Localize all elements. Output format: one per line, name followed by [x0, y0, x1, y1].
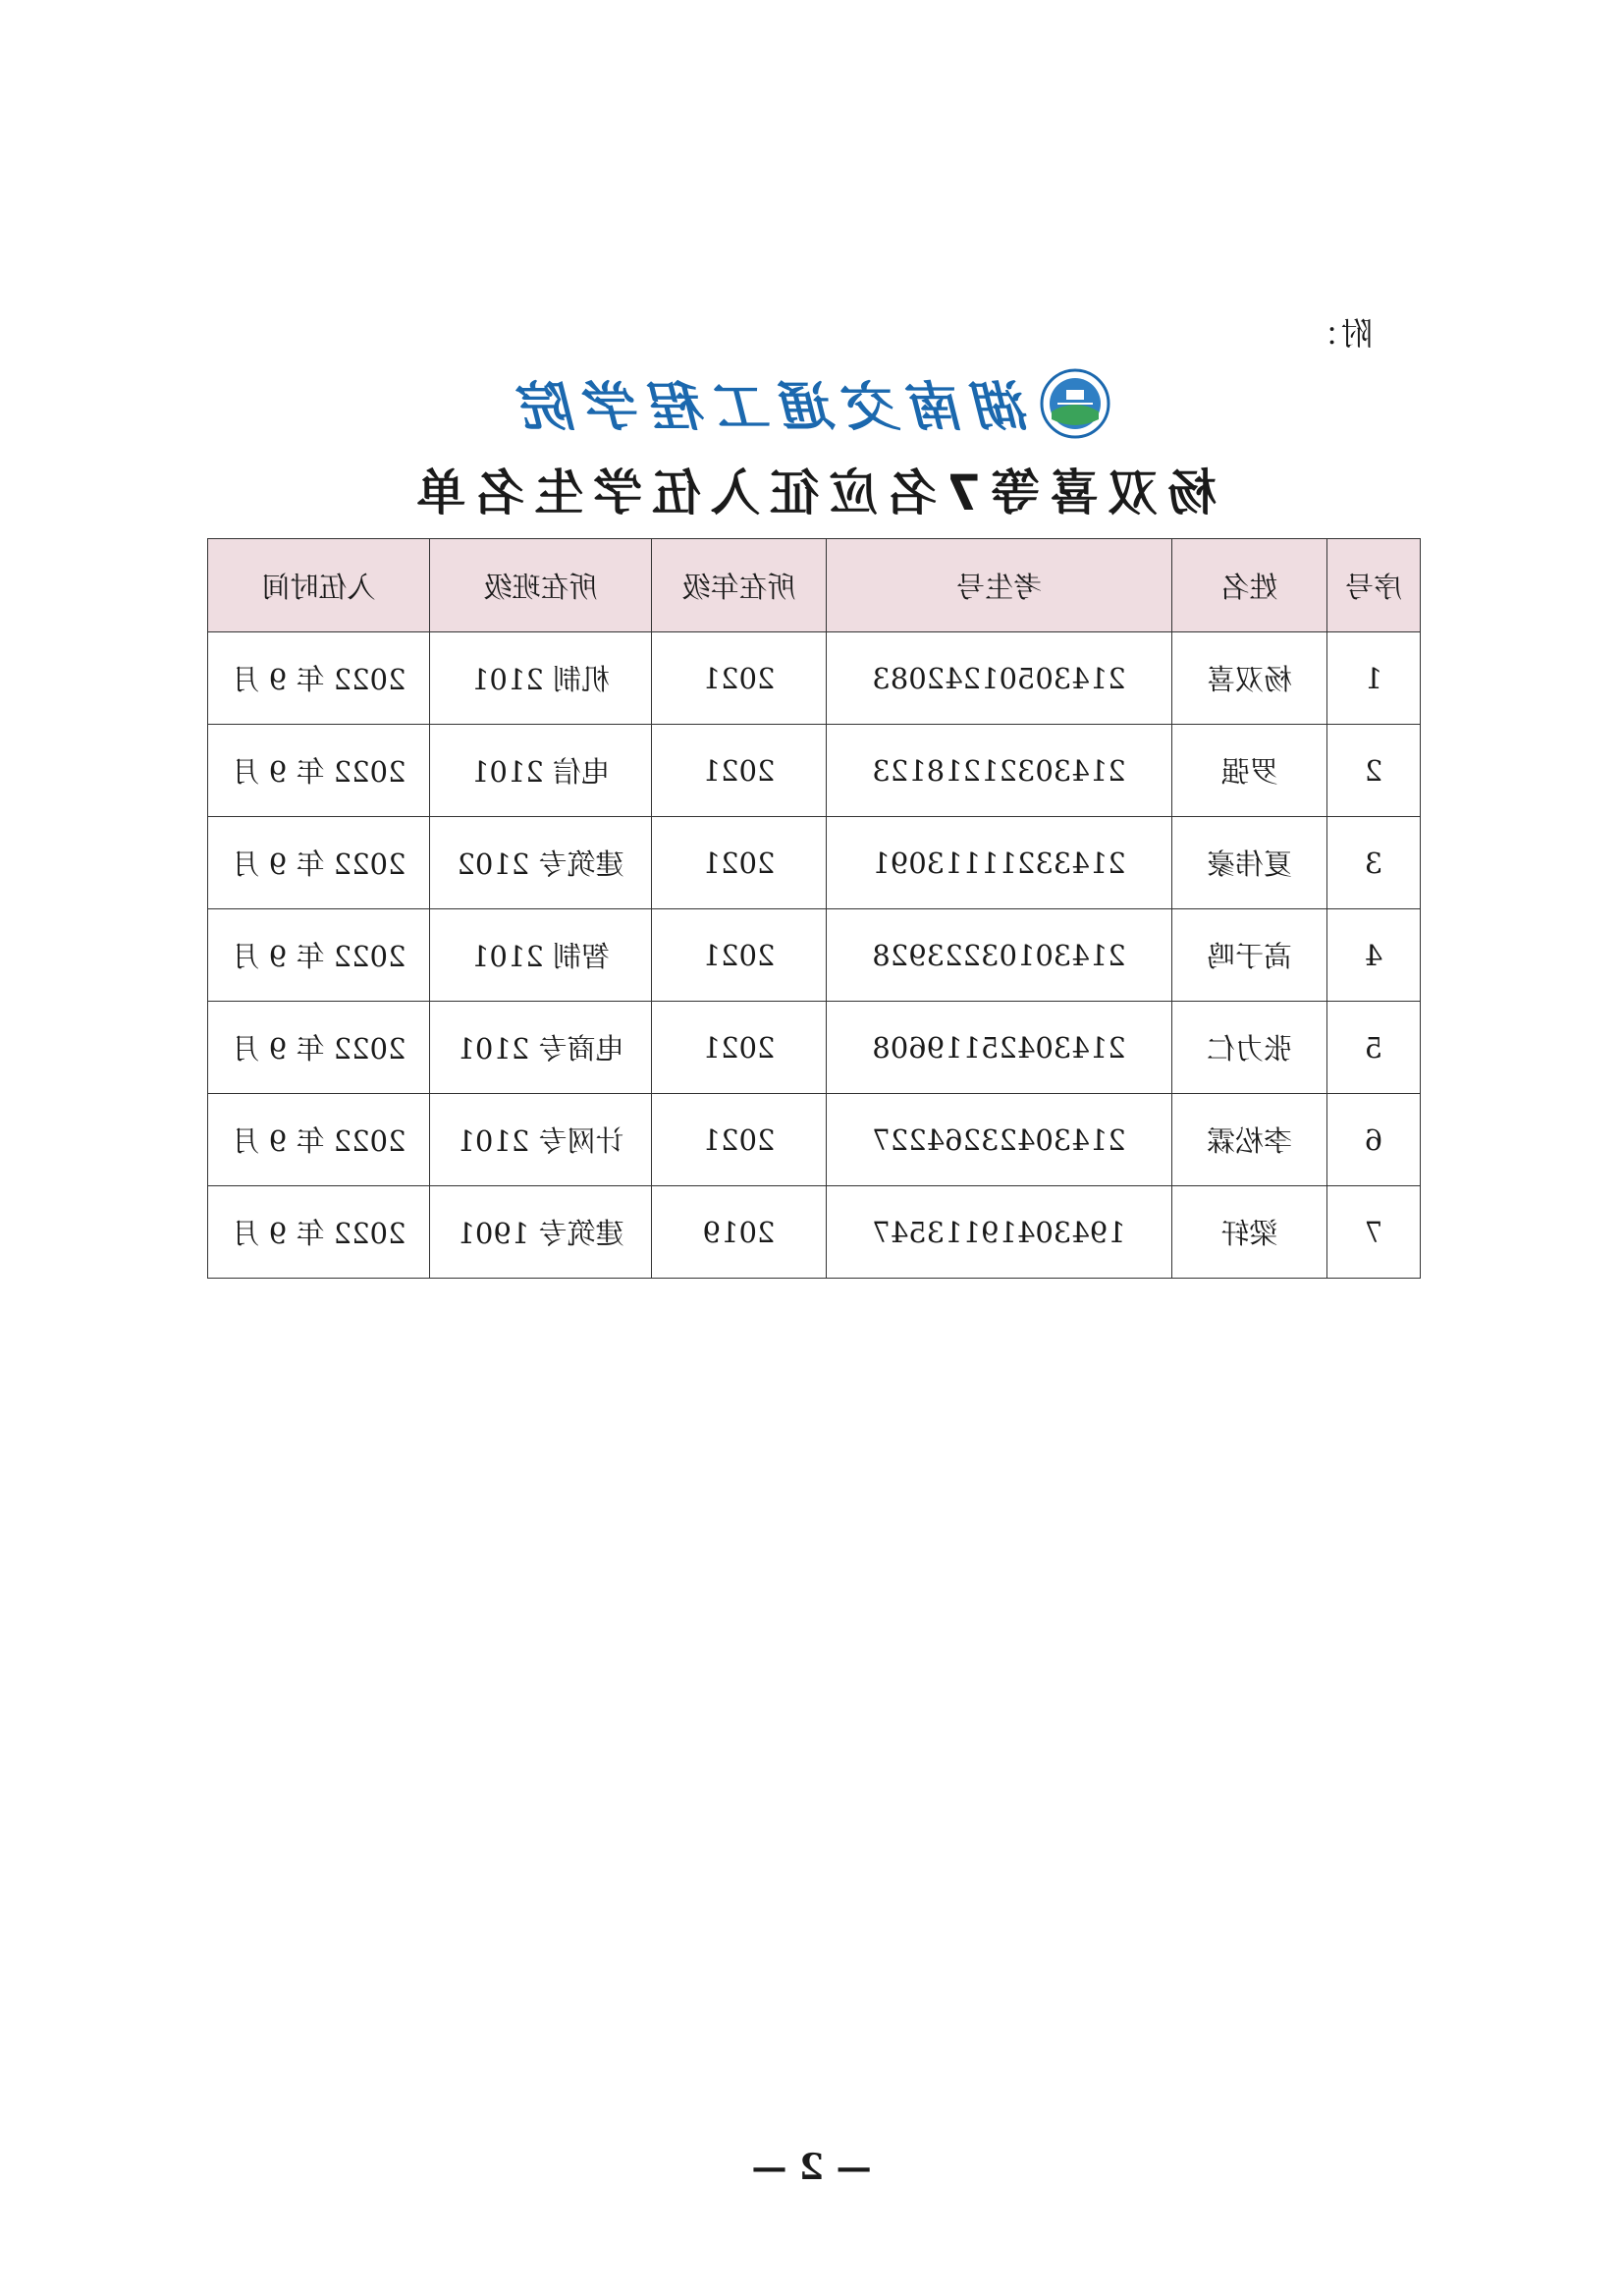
- cell-name: 罗强: [1172, 725, 1327, 817]
- school-logo: [0, 365, 1623, 441]
- cell-class: 计网专 2101: [430, 1094, 652, 1186]
- cell-index: 4: [1327, 909, 1421, 1002]
- table-row: [208, 632, 1421, 725]
- header-name: 姓名: [1172, 539, 1327, 632]
- table-row: [208, 1002, 1421, 1094]
- header-exam-no: 考生号: [827, 539, 1172, 632]
- header-index: 序号: [1327, 539, 1421, 632]
- cell-index: 6: [1327, 1094, 1421, 1186]
- table-row: [208, 1094, 1421, 1186]
- cell-name: 杨双喜: [1172, 632, 1327, 725]
- enlistment-table: [207, 538, 1421, 1279]
- cell-name: 夏伟豪: [1172, 817, 1327, 909]
- cell-index: 2: [1327, 725, 1421, 817]
- cell-class: 电商专 2101: [430, 1002, 652, 1094]
- table-row: [208, 817, 1421, 909]
- cell-grade: 2021: [652, 1094, 827, 1186]
- cell-class: 机制 2101: [430, 632, 652, 725]
- page-number: — 2 —: [751, 2147, 872, 2188]
- table-row: [208, 1186, 1421, 1279]
- cell-enlist-time: 2022 年 9 月: [208, 1002, 430, 1094]
- cell-index: 1: [1327, 632, 1421, 725]
- cell-enlist-time: 2022 年 9 月: [208, 725, 430, 817]
- cell-exam-no: 21430423264227: [827, 1094, 1172, 1186]
- table-header-row: [208, 539, 1421, 632]
- table-row: [208, 725, 1421, 817]
- school-name: 湖南交通工程学院: [512, 375, 1031, 438]
- cell-class: 电信 2101: [430, 725, 652, 817]
- document-title: 杨双喜等7名应征入伍学生名单: [406, 465, 1217, 521]
- cell-grade: 2021: [652, 909, 827, 1002]
- cell-name: 梁轩: [1172, 1186, 1327, 1279]
- cell-grade: 2021: [652, 1002, 827, 1094]
- cell-enlist-time: 2022 年 9 月: [208, 632, 430, 725]
- cell-exam-no: 21433211113091: [827, 817, 1172, 909]
- cell-class: 建筑专 2102: [430, 817, 652, 909]
- cell-class: 智制 2101: [430, 909, 652, 1002]
- cell-enlist-time: 2022 年 9 月: [208, 1094, 430, 1186]
- header-enlist-time: 入伍时间: [208, 539, 430, 632]
- header-grade: 所在年级: [652, 539, 827, 632]
- cell-exam-no: 19430419113547: [827, 1186, 1172, 1279]
- header-class: 所在班级: [430, 539, 652, 632]
- table-row: [208, 909, 1421, 1002]
- cell-grade: 2021: [652, 725, 827, 817]
- attachment-label: 附：: [1305, 315, 1373, 353]
- cell-grade: 2019: [652, 1186, 827, 1279]
- cell-index: 7: [1327, 1186, 1421, 1279]
- cell-grade: 2021: [652, 632, 827, 725]
- cell-exam-no: 21430321218123: [827, 725, 1172, 817]
- cell-grade: 2021: [652, 817, 827, 909]
- cell-enlist-time: 2022 年 9 月: [208, 817, 430, 909]
- cell-exam-no: 21430103223928: [827, 909, 1172, 1002]
- school-emblem-icon: [1041, 368, 1111, 439]
- cell-name: 张力仁: [1172, 1002, 1327, 1094]
- cell-name: 高于鸣: [1172, 909, 1327, 1002]
- cell-name: 李松霖: [1172, 1094, 1327, 1186]
- cell-enlist-time: 2022 年 9 月: [208, 1186, 430, 1279]
- cell-exam-no: 21430425119608: [827, 1002, 1172, 1094]
- cell-index: 5: [1327, 1002, 1421, 1094]
- cell-index: 3: [1327, 817, 1421, 909]
- cell-exam-no: 21430501242083: [827, 632, 1172, 725]
- cell-enlist-time: 2022 年 9 月: [208, 909, 430, 1002]
- cell-class: 建筑专 1901: [430, 1186, 652, 1279]
